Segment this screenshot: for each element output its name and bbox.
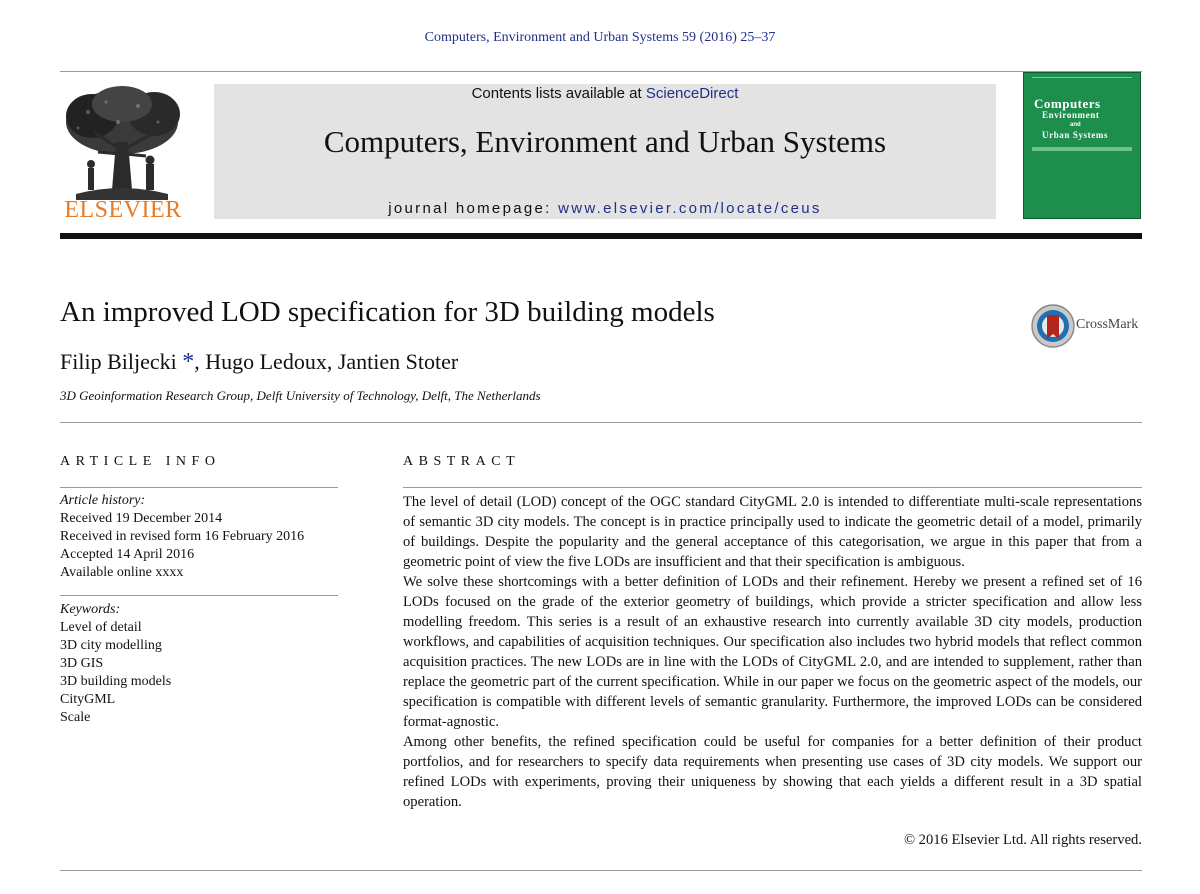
keyword-item: 3D city modelling — [60, 638, 162, 653]
title-divider — [60, 422, 1142, 423]
cover-title-line1: Computers — [1034, 96, 1101, 111]
article-title: An improved LOD specification for 3D building models — [60, 296, 715, 328]
cover-title-line3: and — [1070, 122, 1081, 128]
abstract-paragraph: The level of detail (LOD) concept of the OGC standard CityGML 2.0 is intended to differentiate multi-scale representations of semantic 3D city models. The concept is in practice principally used to indicate the geometric detail of a model, primarily of buildings. Despite the popularity and the general acceptance of this categorisation, we argue in this paper that from a geometric point of view the five LODs are insufficient and that their specification is ambiguous. — [403, 494, 1142, 570]
journal-citation[interactable]: Computers, Environment and Urban Systems 59 (2016) 25–37 — [424, 30, 776, 45]
author-first[interactable]: Filip Biljecki — [60, 349, 177, 374]
abstract-paragraph: Among other benefits, the refined specification could be useful for companies for a better definition of their product portfolios, and for researchers to specify data requirements when presenting use cases of 3D city models. We support our refined LODs with experiments, proving their uniqueness by showing that each yields a different result in a 3D spatial operation. — [403, 734, 1142, 810]
cover-top-rule — [1032, 77, 1132, 82]
journal-cover[interactable] — [1023, 72, 1141, 219]
history-item: Received 19 December 2014 — [60, 511, 223, 526]
corresponding-author-mark[interactable]: * — [182, 349, 195, 375]
keyword-item: Scale — [60, 710, 91, 725]
crossmark-label[interactable]: CrossMark — [1076, 317, 1139, 332]
crossmark-icon[interactable] — [1030, 303, 1076, 349]
abstract-heading: ABSTRACT — [403, 454, 521, 469]
homepage-line — [214, 200, 996, 217]
abstract-rule — [403, 487, 1142, 488]
homepage-prefix: journal homepage: — [388, 200, 559, 217]
keyword-item: CityGML — [60, 692, 116, 707]
bottom-divider — [60, 870, 1142, 871]
history-item: Available online xxxx — [60, 565, 184, 580]
top-divider — [60, 71, 1142, 72]
article-info-heading: ARTICLE INFO — [60, 454, 221, 469]
header-thick-divider — [60, 233, 1142, 239]
keyword-item: 3D GIS — [60, 656, 104, 671]
elsevier-wordmark: ELSEVIER — [64, 197, 182, 223]
author-list — [60, 349, 458, 376]
affiliation: 3D Geoinformation Research Group, Delft University of Technology, Delft, The Netherlands — [60, 388, 541, 403]
history-item: Accepted 14 April 2016 — [60, 547, 195, 562]
history-item: Received in revised form 16 February 2016 — [60, 529, 305, 544]
contents-line — [214, 85, 996, 102]
keyword-item: Level of detail — [60, 620, 142, 635]
contents-prefix: Contents lists available at — [471, 85, 646, 102]
keywords-rule — [60, 595, 338, 596]
cover-title-line4: Urban Systems — [1042, 130, 1109, 140]
journal-title: Computers, Environment and Urban Systems — [323, 124, 887, 159]
cover-band — [1032, 147, 1132, 151]
keywords-label: Keywords: — [60, 602, 121, 617]
cover-title-line2: Environment — [1042, 110, 1100, 120]
article-history-label: Article history: — [60, 493, 146, 508]
journal-banner — [214, 84, 996, 219]
abstract-body — [403, 492, 1142, 812]
sciencedirect-link[interactable]: ScienceDirect — [645, 85, 739, 102]
homepage-link[interactable]: www.elsevier.com/locate/ceus — [558, 200, 822, 217]
abstract-paragraph: We solve these shortcomings with a better definition of LODs and their refinement. Hereby we present a refined set of 16 LODs focused on the grade of the exterior geometry of buildings, which provide a stricter specification and allow less modelling freedom. This series is a result of an exhaustive research into currently available 3D city models, production workflows, and capabilities of acquisition techniques. Our specification also includes two hybrid models that reflect common acquisition practices. The new LODs are in line with the LODs of CityGML 2.0, and are intended to supplement, rather than replace the geometric part of the current specification. While in our paper we focus on the geometric aspect of the models, our specification is compatible with different levels of semantic granularity. Furthermore, the improved LODs can be considered format-agnostic. — [403, 574, 1142, 730]
article-info-rule — [60, 487, 338, 488]
copyright-notice: © 2016 Elsevier Ltd. All rights reserved. — [903, 832, 1142, 848]
keyword-item: 3D building models — [60, 674, 172, 689]
author-rest: , Hugo Ledoux, Jantien Stoter — [194, 349, 459, 374]
